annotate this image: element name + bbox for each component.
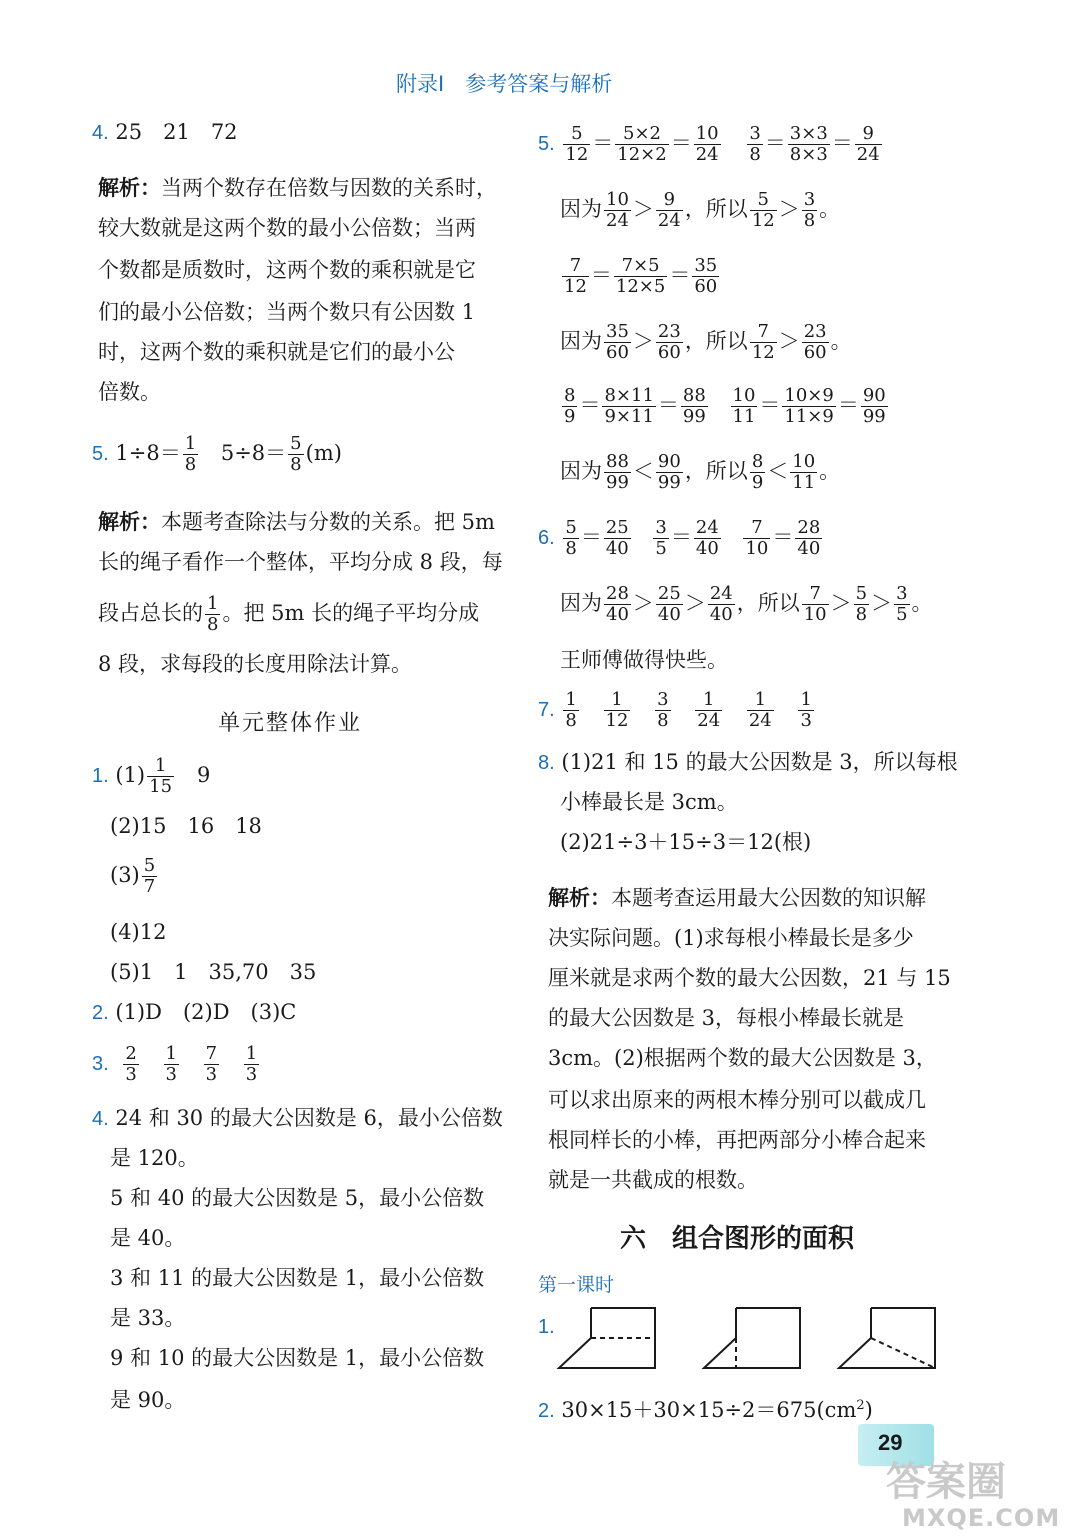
page-header: 附录Ⅰ 参考答案与解析 bbox=[396, 72, 613, 96]
unit-answer-2: 2. (1)D (2)D (3)C bbox=[92, 1000, 297, 1024]
because-line-6: 因为 $\frac{28}{40}$ ＞ $\frac{25}{40}$ ＞ $\frac{24}{40}$ ，所以 $\frac{7}{10}$ ＞ $\frac{5}{8}$ ＞ $\frac{3}{5}$ 。 bbox=[560, 583, 933, 625]
answer-s2: 2. $30\times 15+30\times 15\div 2=675(cm^2)$ bbox=[538, 1398, 873, 1422]
answer-6-eq: 6. $\frac{5}{8}$ ＝ $\frac{25}{40}$ $\frac{3}{5}$ ＝ $\frac{24}{40}$ $\frac{7}{10}$ ＝ $\frac{28}{40}$ bbox=[538, 517, 821, 559]
because-line-3: 因为 $\frac{88}{99}$ ＜ $\frac{90}{99}$ ，所以 $\frac{8}{9}$ ＜ $\frac{10}{11}$ 。 bbox=[560, 451, 841, 493]
answer-5: 5. 1÷8＝ $\frac{1}{8}$ 5÷8＝ $\frac{5}{8}$ (m) bbox=[92, 433, 342, 475]
eq-line-2: $\frac{7}{12}$ ＝ $\frac{7\times 5}{12\times 5}$ ＝ $\frac{35}{60}$ bbox=[564, 255, 718, 297]
answer-5-right-eq1: 5. $\frac{5}{12}$ ＝ $\frac{5\times 2}{12\times 2}$ ＝ $\frac{10}{24}$ $\frac{3}{8}$ ＝ $\frac{3\times 3}{8\times 3}$ ＝ $\frac{9}{24}$ bbox=[538, 123, 880, 165]
figure-trapezoid-2 bbox=[700, 1304, 810, 1374]
page-number: 29 bbox=[878, 1430, 903, 1455]
because-line-2: 因为 $\frac{35}{60}$ ＞ $\frac{23}{60}$ ，所以 $\frac{7}{12}$ ＞ $\frac{23}{60}$ 。 bbox=[560, 321, 852, 363]
unit-title: 单元整体作业 bbox=[218, 711, 363, 736]
unit-answer-3: 3. $\frac{2}{3}$ $\frac{1}{3}$ $\frac{7}{3}$ $\frac{1}{3}$ bbox=[92, 1043, 258, 1085]
eq-line-3: $\frac{8}{9}$ ＝ $\frac{8\times 11}{9\times 11}$ ＝ $\frac{88}{99}$ $\frac{10}{11}$ ＝ $\frac{10\times 9}{11\times 9}$ ＝ $\frac{90}{99}$ bbox=[564, 385, 886, 427]
answer-4: 4. 25 21 72 bbox=[92, 120, 238, 144]
answer-7: 7. $\frac{1}{8}$ $\frac{1}{12}$ $\frac{3}{8}$ $\frac{1}{24}$ $\frac{1}{24}$ $\frac{1}{3}$ bbox=[538, 689, 812, 731]
answer-s1-num: 1. bbox=[538, 1316, 555, 1338]
figure-trapezoid-3 bbox=[835, 1304, 945, 1374]
watermark-logo: 答案圈 bbox=[886, 1459, 1006, 1505]
figure-trapezoid-1 bbox=[555, 1304, 665, 1374]
subsection-title: 第一课时 bbox=[538, 1274, 615, 1296]
because-line-1: 因为 $\frac{10}{24}$ ＞ $\frac{9}{24}$ ，所以 $\frac{5}{12}$ ＞ $\frac{3}{8}$ 。 bbox=[560, 189, 841, 231]
watermark-url: MXQE.COM bbox=[902, 1504, 1061, 1532]
conclusion-6: 王师傅做得快些。 bbox=[560, 648, 728, 672]
section-title: 六 组合图形的面积 bbox=[620, 1224, 855, 1254]
